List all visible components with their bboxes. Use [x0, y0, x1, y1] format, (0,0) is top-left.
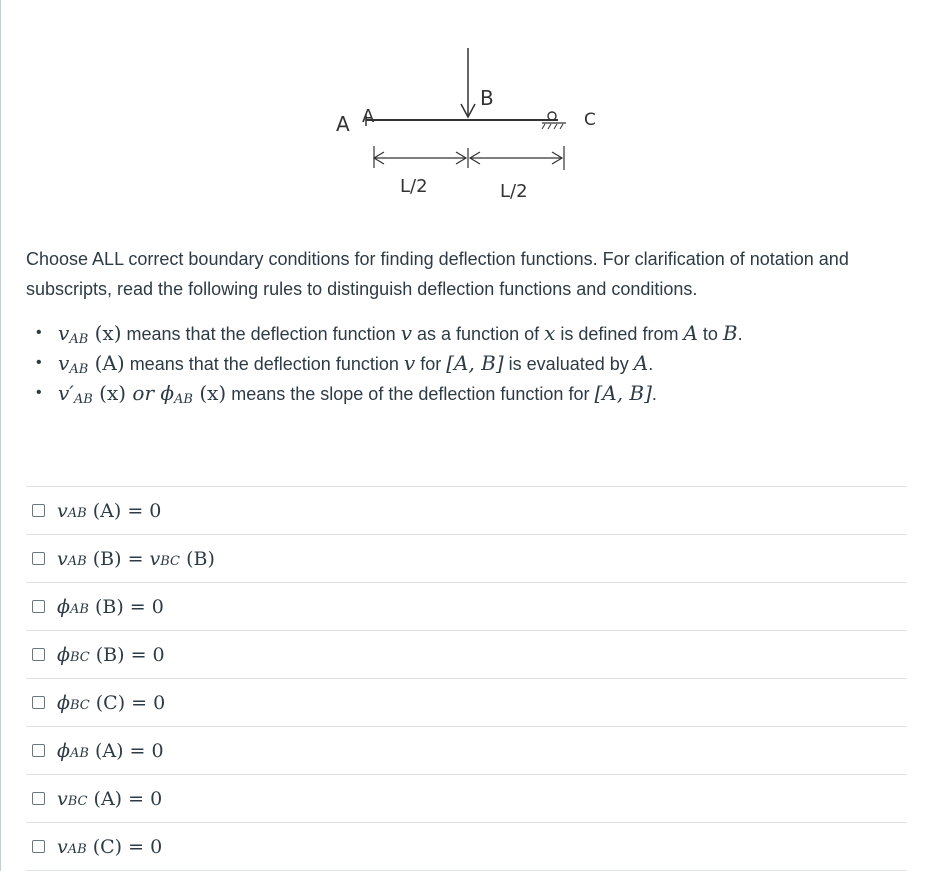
answer-checkbox[interactable]: [32, 648, 45, 661]
answer-label: ϕAB (B) = 0: [57, 595, 164, 618]
rule-math: $v'_{AB}$ (x) or $\phi_{AB}$ (x): [58, 381, 227, 407]
answer-option[interactable]: [26, 822, 907, 871]
rule-item: • $v_{AB}$ (x) means that the deflection function v as a function of x is defined from A to B.: [26, 318, 906, 348]
answer-label: vAB (C) = 0: [57, 835, 163, 858]
answer-checkbox[interactable]: [32, 792, 45, 805]
answer-checkbox[interactable]: [32, 744, 45, 757]
answer-list: [26, 486, 907, 871]
bullet: •: [36, 384, 42, 401]
notation-rules: [26, 318, 906, 408]
answer-option[interactable]: [26, 486, 907, 534]
answer-checkbox[interactable]: [32, 840, 45, 853]
label-c: C: [584, 110, 596, 130]
roller-support: [548, 112, 556, 120]
dim-label-right: L/2: [500, 181, 528, 202]
label-a-outer: A: [336, 112, 350, 136]
answer-option[interactable]: [26, 774, 907, 822]
answer-label: ϕBC (C) = 0: [57, 691, 166, 714]
answer-option[interactable]: [26, 534, 907, 582]
answer-checkbox[interactable]: [32, 696, 45, 709]
answer-option[interactable]: [26, 726, 907, 774]
label-b: B: [480, 86, 494, 110]
answer-option[interactable]: [26, 630, 907, 678]
rule-text: means that the deflection function: [121, 324, 401, 344]
rule-math: $v_{AB}$ (x): [58, 321, 122, 347]
bullet: •: [36, 354, 42, 371]
frame-border: [0, 0, 1, 871]
question-prompt: Choose ALL correct boundary conditions for finding deflection functions. For clarification of notation and subscripts, read the following rules to distinguish deflection functions and conditions.: [26, 249, 849, 299]
answer-label: ϕAB (A) = 0: [57, 739, 164, 762]
answer-checkbox[interactable]: [32, 600, 45, 613]
answer-option[interactable]: [26, 582, 907, 630]
rule-item: • $v_{AB}$ (A) means that the deflection function v for [A, B] is evaluated by A.: [26, 348, 906, 378]
rule-text: means the slope of the deflection function for: [226, 384, 595, 404]
rule-item: • $v'_{AB}$ (x) or $\phi_{AB}$ (x) means the slope of the deflection function for [A, B].: [26, 378, 906, 408]
answer-option[interactable]: [26, 678, 907, 726]
rule-math: $v_{AB}$ (A): [58, 351, 125, 377]
beam-sketch: [330, 40, 620, 210]
bullet: •: [36, 324, 42, 341]
answer-checkbox[interactable]: [32, 552, 45, 565]
beam-diagram: [330, 40, 620, 210]
rule-text: means that the deflection function: [124, 354, 404, 374]
answer-label: vAB (A) = 0: [57, 499, 162, 522]
answer-label: vBC (A) = 0: [57, 787, 163, 810]
label-a-inner: A: [362, 106, 375, 127]
answer-label: ϕBC (B) = 0: [57, 643, 165, 666]
answer-label: vAB (B) = vBC (B): [57, 547, 215, 570]
dim-label-left: L/2: [400, 176, 428, 197]
answer-checkbox[interactable]: [32, 504, 45, 517]
